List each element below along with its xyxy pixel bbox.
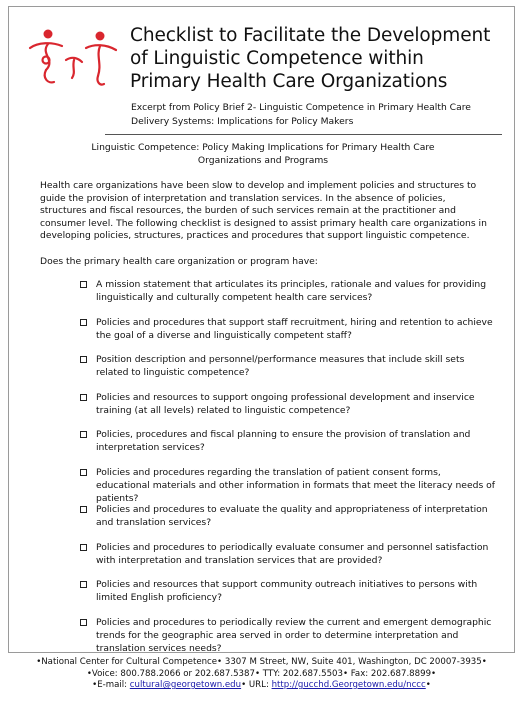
checkbox[interactable] <box>80 394 87 401</box>
checkbox[interactable] <box>80 581 87 588</box>
checklist-item[interactable] <box>40 466 496 504</box>
checkbox[interactable] <box>80 431 87 438</box>
checkbox[interactable] <box>80 356 87 363</box>
checklist <box>40 278 496 653</box>
checkbox[interactable] <box>80 319 87 326</box>
checklist-item-text: Policies and procedures to periodically review the current and emergent demographic trends for the geographic area served in order to determine interpretation and translation services needs? <box>96 616 492 654</box>
footer-bullet: • <box>425 680 431 690</box>
section-heading <box>30 142 496 167</box>
footer-phone: •Voice: 800.788.2066 or 202.687.5387• TTY: 202.687.5503• Fax: 202.687.8899• <box>86 668 437 679</box>
section-heading-line: Linguistic Competence: Policy Making Implications for Primary Health Care <box>91 142 435 153</box>
checkbox[interactable] <box>80 281 87 288</box>
checklist-item-text: Policies and resources to support ongoing professional development and inservice training (at all levels) related to linguistic competence? <box>96 391 475 416</box>
checklist-item-text: Position description and personnel/performance measures that include skill sets related to linguistic competence? <box>96 354 465 378</box>
checklist-item-text: Policies and resources that support community outreach initiatives to persons with limited English proficiency? <box>96 579 478 603</box>
checklist-item[interactable] <box>40 616 496 654</box>
checklist-item-text: A mission statement that articulates its principles, rationale and values for providing linguistically and culturally competent health care services? <box>96 279 487 303</box>
checkbox[interactable] <box>80 506 87 513</box>
checkbox[interactable] <box>80 619 87 626</box>
footer <box>8 657 515 692</box>
website-link[interactable]: http://gucchd.Georgetown.edu/nccc <box>271 680 426 690</box>
checklist-item-text: Policies, procedures and fiscal planning to ensure the provision of translation and interpretation services? <box>96 429 471 453</box>
document-title: Checklist to Facilitate the Development of Linguistic Competence within Primary Health Care Organizations <box>130 25 491 92</box>
section-heading-line: Organizations and Programs <box>197 154 329 166</box>
checklist-item[interactable] <box>40 353 496 391</box>
intro-paragraph: Health care organizations have been slow to develop and implement policies and structures to guide the provision of interpretation and translation services. In the absence of policies, structures and fiscal resources, the burden of such services remain at the practitioner and consumer level. The following checklist is designed to assist primary health care organizations in developing policies, structures, practices and procedures that support linguistic competence. <box>40 180 487 241</box>
checklist-item-text: Policies and procedures regarding the translation of patient consent forms, educational materials and other information in formats that meet the literacy needs of patients? <box>96 466 496 504</box>
checklist-item-text: Policies and procedures that support staff recruitment, hiring and retention to achieve the goal of a diverse and linguistically competent staff? <box>96 316 493 341</box>
checklist-item[interactable] <box>40 541 496 579</box>
checkbox[interactable] <box>80 544 87 551</box>
checklist-item-text: Policies and procedures to periodically evaluate consumer and personnel satisfaction with interpretation and translation services that are provided? <box>96 541 489 566</box>
checklist-item[interactable] <box>40 316 496 354</box>
checklist-item[interactable] <box>40 503 496 541</box>
checklist-question: Does the primary health care organization or program have: <box>40 256 318 267</box>
checklist-item[interactable] <box>40 278 496 316</box>
email-link[interactable]: cultural@georgetown.edu <box>129 680 242 690</box>
excerpt-note <box>131 101 501 129</box>
header-divider <box>105 134 502 135</box>
excerpt-line: Excerpt from Policy Brief 2- Linguistic Competence in Primary Health Care <box>131 102 471 113</box>
checklist-item[interactable] <box>40 391 496 429</box>
excerpt-line: Delivery Systems: Implications for Policy Makers <box>131 116 354 127</box>
email-label: •E-mail: <box>92 680 130 690</box>
checklist-item[interactable] <box>40 428 496 466</box>
checkbox[interactable] <box>80 469 87 476</box>
checklist-item[interactable] <box>40 578 496 616</box>
url-label: • URL: <box>241 680 272 690</box>
checklist-item-text: Policies and procedures to evaluate the quality and appropriateness of interpretation and translation services? <box>96 504 488 528</box>
footer-address: •National Center for Cultural Competence• 3307 M Street, NW, Suite 401, Washington, DC 20007-3935• <box>36 657 487 667</box>
footer-contact <box>8 680 515 692</box>
nccc-logo <box>26 26 126 88</box>
